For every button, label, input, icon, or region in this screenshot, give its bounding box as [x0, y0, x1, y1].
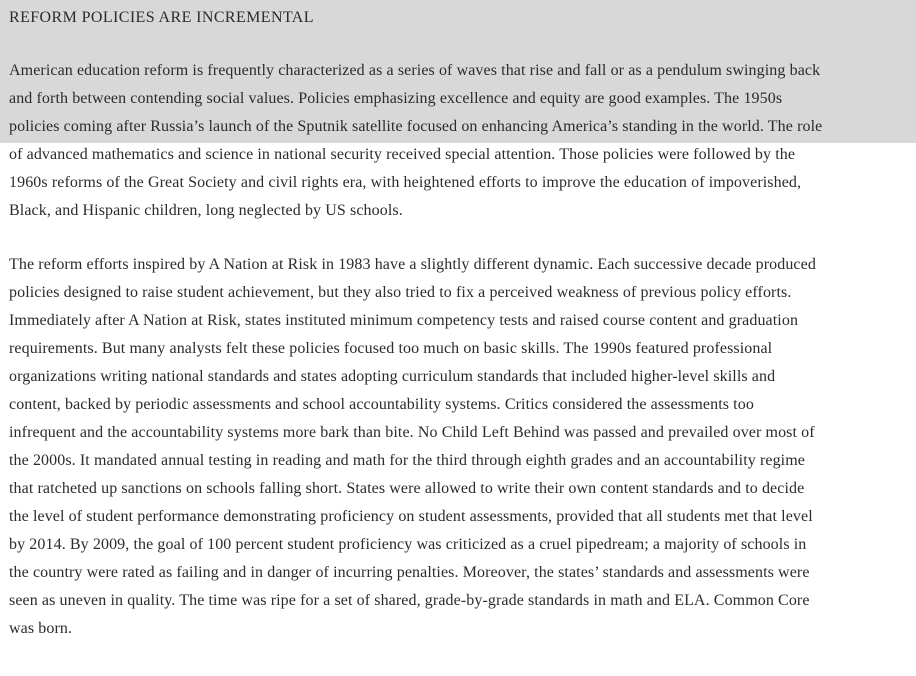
text-line: by 2014. By 2009, the goal of 100 percent student proficiency was criticized as a cruel pipedream; a majority of schools in	[9, 536, 807, 553]
text-line: and forth between contending social values. Policies emphasizing excellence and equity are good examples. The 1950s	[9, 90, 783, 107]
text-line: The reform efforts inspired by A Nation at Risk in 1983 have a slightly different dynamic. Each successive decade produced	[9, 256, 816, 273]
text-line: the level of student performance demonstrating proficiency on student assessments, provided that all students met that level	[9, 508, 813, 525]
text-line: was born.	[9, 620, 73, 637]
text-line: of advanced mathematics and science in national security received special attention. Those policies were followed by the	[9, 146, 796, 163]
text-line: policies designed to raise student achievement, but they also tried to fix a perceived weakness of previous policy efforts.	[9, 284, 792, 301]
text-line: Black, and Hispanic children, long neglected by US schools.	[9, 202, 403, 219]
paragraph-1	[9, 57, 896, 225]
text-line: American education reform is frequently characterized as a series of waves that rise and fall or as a pendulum swinging back	[9, 62, 821, 79]
paragraph-2	[9, 251, 896, 643]
section-heading: REFORM POLICIES ARE INCREMENTAL	[9, 9, 314, 26]
text-line: seen as uneven in quality. The time was ripe for a set of shared, grade-by-grade standards in math and ELA. Common Core	[9, 592, 810, 609]
text-line: 1960s reforms of the Great Society and civil rights era, with heightened efforts to improve the education of impoverished,	[9, 174, 802, 191]
text-line: policies coming after Russia’s launch of the Sputnik satellite focused on enhancing America’s standing in the world. The role	[9, 118, 823, 135]
text-line: the 2000s. It mandated annual testing in reading and math for the third through eighth grades and an accountability regime	[9, 452, 805, 469]
text-line: requirements. But many analysts felt these policies focused too much on basic skills. The 1990s featured professional	[9, 340, 773, 357]
text-line: Immediately after A Nation at Risk, states instituted minimum competency tests and raised course content and graduation	[9, 312, 799, 329]
text-line: that ratcheted up sanctions on schools falling short. States were allowed to write their own content standards and to decide	[9, 480, 805, 497]
text-line: the country were rated as failing and in danger of incurring penalties. Moreover, the states’ standards and assessments were	[9, 564, 810, 581]
text-line: infrequent and the accountability systems more bark than bite. No Child Left Behind was passed and prevailed over most of	[9, 424, 815, 441]
text-line: content, backed by periodic assessments and school accountability systems. Critics considered the assessments too	[9, 396, 754, 413]
text-line: organizations writing national standards and states adopting curriculum standards that included higher-level skills and	[9, 368, 776, 385]
